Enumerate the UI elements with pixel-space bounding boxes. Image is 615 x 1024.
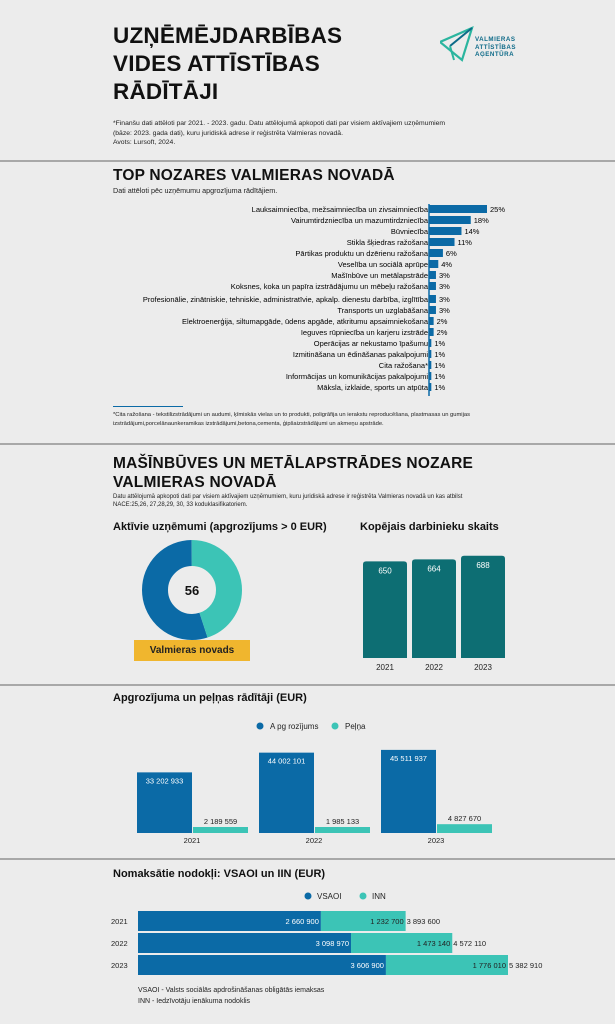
sector-label: Būvniecība [390, 227, 428, 236]
sector-label: Mašīnbūve un metālapstrāde [331, 271, 428, 280]
sector-bar [429, 205, 487, 213]
sector-value-label: 6% [445, 249, 457, 258]
sector-value-label: 1% [434, 350, 446, 359]
tax-note-line: VSAOI - Valsts sociālās apdrošināšanas obligātās iemaksas [138, 987, 325, 994]
legend-label: VSAOI [317, 892, 342, 901]
title-line: RĀDĪTĀJI [113, 79, 219, 104]
tax-value-label: 1 776 010 [472, 961, 506, 970]
tax-value-label: 1 473 140 [416, 939, 451, 948]
sector-label: Informācijas un komunikācijas pakalpojumi [285, 372, 428, 381]
employee-year-label: 2021 [376, 663, 394, 672]
sector-label: Profesionālie, zinātniskie, tehniskie, administratīvie, apkalp. dienestu darbība, izglītība [142, 295, 428, 304]
legend-dot [332, 723, 339, 730]
sector-bar [429, 282, 436, 290]
taxes-bar-chart [100, 884, 560, 980]
sector-bar [429, 350, 431, 358]
employee-bar [412, 559, 456, 658]
legend-dot [360, 893, 367, 900]
sector-bar [429, 328, 434, 336]
machinery-subtitle [113, 494, 583, 509]
turnover-year-label: 2021 [183, 836, 201, 845]
sector-bar [429, 260, 438, 268]
legend-dot [257, 723, 264, 730]
sector-label: Ieguves rūpniecība un karjeru izstrāde [300, 328, 428, 337]
sector-value-label: 3% [438, 282, 450, 291]
sector-label: Transports un uzglabāšana [337, 306, 428, 315]
machinery-title-line: VALMIERAS NOVADĀ [113, 474, 277, 491]
donut-center-label: 56 [184, 583, 200, 598]
sector-value-label: 14% [464, 227, 480, 236]
active-companies-title: Aktīvie uzņēmumi (apgrozījums > 0 EUR) [113, 521, 327, 533]
turnover-bar [315, 827, 370, 833]
employee-bar [461, 556, 505, 658]
top-sectors-subtitle: Dati attēloti pēc uzņēmumu apgrozījuma rādītājiem. [113, 186, 278, 195]
sector-label: Izmitināšana un ēdināšanas pakalpojumi [292, 350, 428, 359]
sector-value-label: 4% [441, 260, 453, 269]
sector-label: Elektroenerģija, siltumapgāde, ūdens apgāde, atkritumu apsaimniekošana [182, 317, 428, 326]
sector-value-label: 1% [434, 372, 446, 381]
sector-label: Pārtikas produktu un dzērienu ražošana [295, 249, 428, 258]
sector-label: Stikla šķiedras ražošana [346, 238, 428, 247]
turnover-year-label: 2022 [305, 836, 323, 845]
sector-bar-chart [0, 200, 615, 400]
machinery-title [113, 454, 473, 492]
tax-total-label: 4 572 110 [453, 939, 487, 948]
sector-bar [429, 271, 436, 279]
tax-value-label: 2 660 900 [285, 917, 319, 926]
divider [0, 858, 615, 860]
turnover-value-label: 44 002 101 [267, 756, 306, 766]
active-companies-donut [140, 538, 244, 642]
footnote-line: izstrādājumi,porcelānaunkeramikas izstrādājumi,betona,cementa, ģipšaizstrādājumi un akmeņu apstrāde. [113, 421, 384, 427]
employee-year-label: 2022 [425, 663, 443, 672]
sector-label: Cita ražošana* [378, 361, 428, 370]
title-line: VIDES ATTĪSTĪBAS [113, 51, 320, 76]
sector-bar [429, 339, 431, 347]
sector-value-label: 1% [434, 339, 446, 348]
title-line: UZŅĒMĒJDARBĪBAS [113, 23, 343, 48]
turnover-value-label: 45 511 937 [390, 753, 427, 763]
employee-value-label: 650 [378, 566, 392, 576]
sector-bar [429, 372, 431, 380]
logo-line: ATTĪSTĪBAS [475, 43, 516, 51]
legend-label: Peļņa [345, 722, 366, 731]
note-line: *Finanšu dati attēloti par 2021. - 2023. gadu. Datu attēlojumā apkopoti dati par visiem aktīvajiem uzņēmumiem [113, 120, 446, 127]
employee-value-label: 688 [476, 560, 490, 570]
employee-value-label: 664 [427, 564, 441, 574]
sector-label: Māksla, izklaide, sports un atpūta [317, 383, 428, 392]
subtitle-line: Datu attēlojumā apkopoti dati par visiem aktīvajiem uzņēmumiem, kuru juridiskā adrese ir reģistrēta Valmieras novadā un kas atbilst [113, 494, 463, 500]
tax-year-label: 2023 [111, 961, 128, 970]
sector-value-label: 3% [438, 271, 450, 280]
turnover-bar [437, 824, 492, 833]
legend-dot [305, 893, 312, 900]
tax-value-label: 3 098 970 [315, 939, 350, 948]
employees-bar-chart [355, 548, 515, 676]
employees-title: Kopējais darbinieku skaits [360, 521, 499, 533]
turnover-bar [193, 827, 248, 833]
employee-year-label: 2023 [474, 663, 492, 672]
sector-bar [429, 238, 455, 246]
sector-bar [429, 216, 471, 224]
region-badge: Valmieras novads [134, 640, 250, 661]
sector-value-label: 25% [490, 205, 506, 214]
sector-label: Vairumtirdzniecība un mazumtirdzniecība [290, 216, 428, 225]
turnover-value-label: 2 189 559 [203, 817, 238, 826]
sector-label: Lauksaimniecība, mežsaimniecība un zivsaimniecība [251, 205, 428, 214]
taxes-title: Nomaksātie nodokļi: VSAOI un IIN (EUR) [113, 868, 326, 880]
page-title [113, 22, 413, 106]
footnote-rule [113, 406, 183, 407]
turnover-bar-chart [100, 712, 520, 852]
sector-value-label: 18% [473, 216, 489, 225]
turnover-value-label: 4 827 670 [447, 814, 482, 824]
footnote-line: *Cita ražošana - tekstilizstrādājumi un audumi, ķīmiskās vielas un to produkti, poligrāfija un ierakstu reproducēšana, plastmasas un gumijas [113, 412, 471, 418]
turnover-title: Apgrozījuma un peļņas rādītāji (EUR) [113, 692, 307, 704]
sector-label: Operācijas ar nekustamo īpašumu [313, 339, 428, 348]
subtitle-line: NACE:25,26, 27,28,29, 30, 33 koduklasifikatoriem. [113, 501, 248, 508]
sector-bar [429, 249, 443, 257]
note-line: (bāze: 2023. gada dati), kuru juridiskā adrese ir reģistrēta Valmieras novadā. [113, 129, 343, 137]
sector-value-label: 3% [438, 295, 450, 304]
sector-bar [429, 317, 434, 325]
divider [0, 684, 615, 686]
sector-bar [429, 306, 436, 314]
sector-footnote [113, 411, 603, 429]
legend-label: A pg rozījums [270, 722, 319, 731]
tax-value-label: 1 232 700 [370, 917, 404, 926]
divider [0, 443, 615, 445]
employee-bar [363, 561, 407, 658]
sector-bar [429, 295, 436, 303]
tax-total-label: 3 893 600 [406, 917, 441, 926]
tax-notes [138, 985, 324, 1007]
divider [0, 160, 615, 162]
sector-value-label: 3% [438, 306, 450, 315]
note-line: Avots: Lursoft, 2024. [113, 139, 176, 146]
turnover-value-label: 33 202 933 [145, 776, 184, 786]
tax-year-label: 2021 [111, 917, 128, 926]
tax-note-line: INN - Iedzīvotāju ienākuma nodoklis [138, 998, 251, 1005]
sector-value-label: 1% [434, 361, 446, 370]
tax-value-label: 3 606 900 [350, 961, 384, 970]
machinery-title-line: MAŠĪNBŪVES UN METĀLAPSTRĀDES NOZARE [113, 455, 474, 472]
agency-logo-text [475, 36, 516, 59]
paper-plane-icon [440, 28, 472, 60]
sector-value-label: 2% [436, 328, 448, 337]
turnover-value-label: 1 985 133 [325, 817, 360, 826]
logo-line: VALMIERAS [475, 36, 516, 43]
sector-bar [429, 383, 431, 391]
sector-bar [429, 227, 461, 235]
legend-label: INN [372, 892, 386, 901]
sector-value-label: 2% [436, 317, 448, 326]
data-note [113, 119, 583, 148]
top-sectors-title: TOP NOZARES VALMIERAS NOVADĀ [113, 167, 395, 184]
tax-total-label: 5 382 910 [509, 961, 543, 970]
sector-label: Koksnes, koka un papīra izstrādājumu un mēbeļu ražošana [230, 282, 428, 291]
sector-label: Veselība un sociālā aprūpe [337, 260, 428, 269]
logo-line: AĢENTŪRA [475, 51, 515, 59]
tax-year-label: 2022 [111, 939, 128, 948]
sector-value-label: 11% [457, 238, 472, 247]
tax-bar [138, 955, 386, 975]
sector-bar [429, 361, 431, 369]
turnover-year-label: 2023 [427, 836, 445, 845]
sector-value-label: 1% [434, 383, 446, 392]
